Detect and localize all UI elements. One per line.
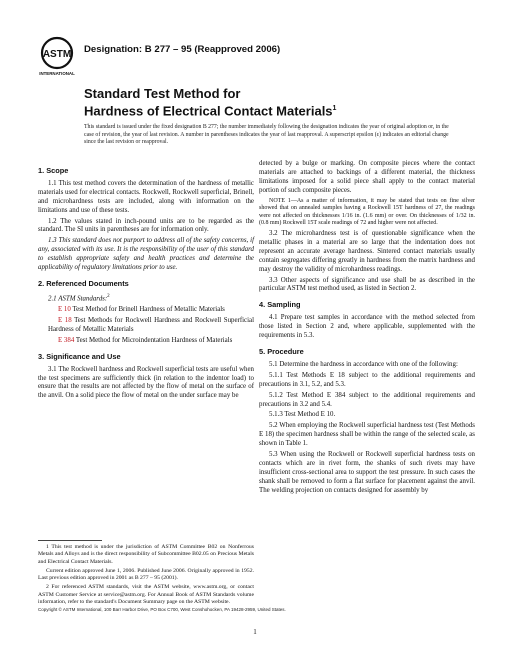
reference-link-e18[interactable]: E 18 [58, 316, 72, 324]
paragraph-5-1-1: 5.1.1 Test Methods E 18 subject to the additional requirements and precautions in 3.1, 5.2, and 5.3. [259, 371, 475, 388]
paragraph-5-1-2: 5.1.2 Test Method E 384 subject to the additional requirements and precautions in 3.2 and 5.4. [259, 391, 475, 408]
paragraph-5-1-3: 5.1.3 Test Method E 10. [269, 411, 336, 419]
title-footnote-mark: 1 [332, 105, 337, 112]
document-title [84, 86, 464, 118]
reference-e10: E 10 Test Method for Brinell Hardness of Metallic Materials [58, 306, 225, 314]
title-line-2: Hardness of Electrical Contact Materials$^1$ [84, 103, 337, 119]
astm-standards-subheading: 2.1 ASTM Standards:$^2$ [48, 293, 110, 303]
paragraph-3-3: 3.3 Other aspects of significance and use shall be as described in the particular ASTM test method used, as listed in Section 2. [259, 276, 475, 293]
reference-link-e10[interactable]: E 10 [58, 306, 71, 314]
section-heading-scope: 1. Scope [38, 166, 69, 175]
paragraph-5-2: 5.2 When employing the Rockwell superficial hardness test (Test Methods E 18) the specimen hardness shall be within the range of the selected scale, as shown in Table 1. [259, 422, 475, 448]
footnote-1-edition: Current edition approved June 1, 2006. Published June 2006. Originally approved in 1952. Last previous edition approved in 2001 as B 277 – 95 (2001). [38, 567, 254, 582]
reference-e384: E 384 Test Method for Microindentation Hardness of Materials [58, 336, 233, 344]
section-heading-referenced-documents: 2. Referenced Documents [38, 278, 129, 288]
right-column [259, 160, 475, 498]
footnotes [38, 540, 254, 608]
page-number: 1 [253, 628, 257, 636]
section-heading-procedure: 5. Procedure [259, 346, 304, 356]
svg-text:ASTM: ASTM [42, 49, 72, 60]
issuance-notice: This standard is issued under the fixed designation B 277; the number immediately following the designation indicates the year of original adoption or, in the case of revision, the year of last revision. A number in parentheses indicates the year of last reapproval. A superscript epsilon (ε) indicates an editorial change since the last revision or reapproval. [84, 124, 449, 146]
paragraph-1-2: 1.2 The values stated in inch-pound units are to be regarded as the standard. The SI units in parentheses are for information only. [38, 217, 254, 234]
reference-e18: E 18 Test Methods for Rockwell Hardness and Rockwell Superficial Hardness of Metallic Materials [48, 316, 254, 333]
designation: Designation: B 277 – 95 (Reapproved 2006) [84, 44, 281, 55]
title-line-1: Standard Test Method for [84, 86, 241, 101]
paragraph-5-3: 5.3 When using the Rockwell or Rockwell superficial hardness tests on contacts which are in rivet form, the shanks of such rivets may have insufficient cross-sectional area to support the test pressure. In such cases the shank shall be removed to form a flat surface for placement against the anvil. The welding projection on contacts designed for assembly by [259, 451, 475, 494]
footnote-1: 1 This test method is under the jurisdiction of ASTM Committee B02 on Nonferrous Metals and Alloys and is the direct responsibility of Subcommittee B02.05 on Precious Metals and Electrical Contact Materials. [38, 544, 254, 565]
section-heading-sampling: 4. Sampling [259, 300, 301, 310]
astm-logo [38, 36, 76, 78]
svg-text:INTERNATIONAL: INTERNATIONAL [39, 71, 75, 76]
paragraph-3-2: 3.2 The microhardness test is of questionable significance when the metallic phases in a material are so large that the indentation does not represent an accurate average hardness. Sintered contact materials usually contain segregates differing greatly in hardness from the matrix hardness and may destroy the validity of microhardness readings. [259, 230, 475, 273]
paragraph-1-3: 1.3 This standard does not purport to address all of the safety concerns, if any, associated with its use. It is the responsibility of the user of this standard to establish appropriate safety and health practices and determine the applicability of regulatory limitations prior to use. [38, 237, 254, 272]
paragraph-5-1: 5.1 Determine the hardness in accordance with one of the following: [269, 360, 458, 368]
paragraph-3-1: 3.1 The Rockwell hardness and Rockwell superficial tests are useful when the test specimens are sufficiently thick (in relation to the indentor load) to ensure that the results are not affected by the flow of metal on the surface of the anvil. On a solid piece the flow of metal on the under surface may be [38, 365, 254, 400]
section-heading-significance: 3. Significance and Use [38, 351, 121, 361]
note-1: NOTE 1—As a matter of information, it may be stated that tests on fine silver showed that on annealed samples having a Rockwell 15T hardness of 27, the readings were not affected on thicknesses 1/16 in. (1.6 mm) or over. On thicknesses of 1/32 in. (0.8 mm) Rockwell 15T scale readings of 72 and higher were not affected. [259, 197, 475, 227]
left-column [38, 160, 254, 403]
copyright-line: Copyright © ASTM International, 100 Barr Harbor Drive, PO Box C700, West Conshohocken, PA 19428-2959, United States. [38, 607, 286, 612]
footnote-2: 2 For referenced ASTM standards, visit the ASTM website, www.astm.org, or contact ASTM Customer Service at service@astm.org. For Annual Book of ASTM Standards volume information, refer to the standard's Document Summary page on the ASTM website. [38, 584, 254, 606]
paragraph-4-1: 4.1 Prepare test samples in accordance with the method selected from those listed in Section 2 and, where applicable, supplemented with the requirements in 5.3. [259, 314, 475, 340]
footnote-rule [38, 540, 102, 541]
paragraph-3-1-continued: detected by a bulge or marking. On composite pieces where the contact materials are attached to backings of a different material, the thickness limitations imposed for a solid piece shall apply to the contact material portion of such composite pieces. [259, 160, 475, 194]
paragraph-1-1: 1.1 This test method covers the determination of the hardness of metallic materials used for electrical contacts. Rockwell, Rockwell superficial, Brinell, and microhardness tests are included, along with information on the limitations and use of these tests. [38, 179, 254, 214]
reference-link-e384[interactable]: E 384 [58, 336, 75, 344]
